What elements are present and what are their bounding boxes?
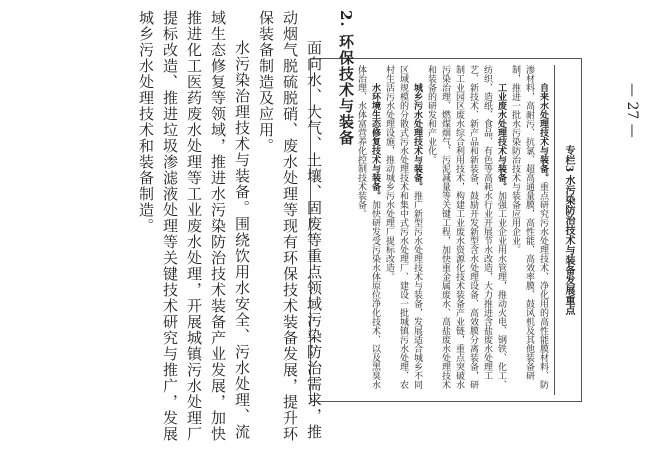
- box-item-1-label: 自来水处理技术与装备。: [538, 83, 548, 182]
- box-item-2-text: 加强工业企业用水管理，推动火电、钢铁、化工、纺织、造纸、食品、有色等高耗水行业开展节水改造，大力推进含盐废水处理工艺、新技术、新产品和新装备，鼓励开发新型含水处理设备、高效膜分离装备，研制工业园区废水综合利用技术，构建工业废水资源化技术装备产业链，重点突破水污染治理、燃煤烟气、污泥减量等关键工程，加快重金属废水、高盐废水处理技术和装备的研发和产业化。: [426, 65, 506, 389]
- paragraph-1: 面向水、大气、土壤、固废等重点领域污染防治需求，推动烟气脱硫脱硝、废水处理等现有环保技术装备发展，提升环保装备制造及应用。: [257, 10, 323, 442]
- box-item-2-label: 工业废水处理技术与装备。: [496, 83, 506, 191]
- box-item-3-label: 城乡污水处理技术与装备。: [412, 83, 422, 191]
- box-item-1: [508, 65, 550, 395]
- box-item-3-text: 推广新型污水处理技术与装备，发展适合城乡不同区域规模的分散式污水处理技术和集中式污水处理厂、建设一批城镇污水处理、农村生活污水处理设施，推动城乡污水处理厂提标改造。: [384, 65, 422, 389]
- page-number: — 27 —: [624, 82, 640, 138]
- box-item-4-text: 加快研发受污染水体原位净化技术、以及黑臭水体治理、水体富营养化控制技术装备。: [356, 65, 380, 389]
- box-item-4-label: 水环境生态修复技术与装备。: [370, 83, 380, 200]
- box-title: 专栏3 水污染防治技术与装备发展重点: [563, 144, 574, 316]
- body-text: [58, 10, 358, 442]
- box-item-4: [354, 65, 382, 395]
- box-item-2: [424, 65, 508, 395]
- paragraph-2: 水污染治理技术与装备。围绕饮用水安全、污水处理、流域生态修复等领域，推进水污染防治技术装备产业发展，加快推进化工医药废水处理等工业废水处理，开展城镇污水处理厂提标改造、推进垃圾渗滤液处理等关键技术研究与推广，发展城乡污水处理技术和装备制造。: [137, 10, 251, 442]
- section-heading: 2. 环保技术与装备: [337, 10, 355, 146]
- box-item-1-text: 重点研究污水处理技术、净化用的高性能膜材料、防渗材料，高耐污、抗氯、超高通量膜，高性能、高效率膜、鼓风机及其他装备研制，推进一批水污染防治技术与装备应用企业。: [510, 65, 548, 389]
- box-divider: [554, 65, 555, 395]
- box-item-3: [382, 65, 424, 395]
